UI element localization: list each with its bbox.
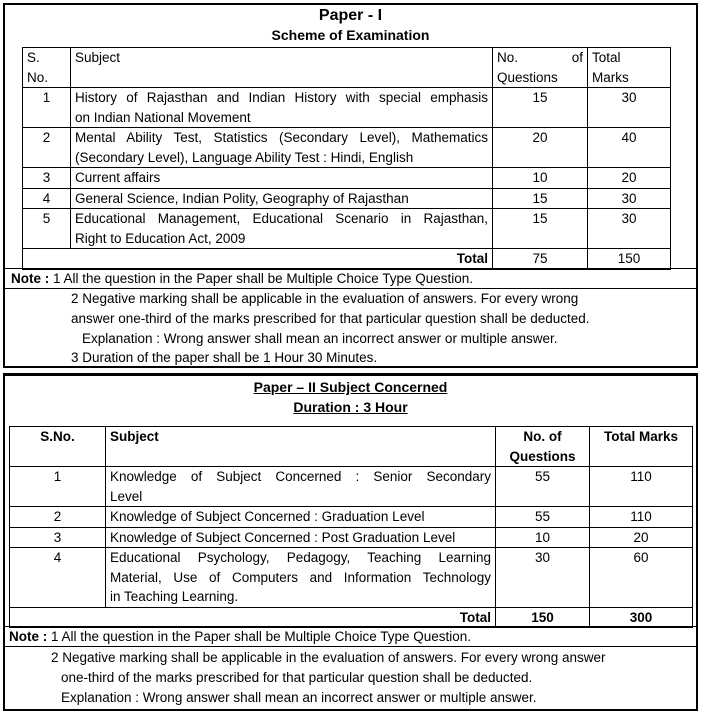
paper-2-explanation: Explanation : Wrong answer shall mean an incorrect answer or multiple answer.	[61, 690, 537, 705]
table-row	[23, 188, 671, 209]
row-subject	[71, 168, 493, 189]
row-subject	[106, 548, 496, 608]
row-subject	[106, 507, 496, 528]
row-questions: 30	[496, 548, 590, 608]
paper-1-note-1: Note : 1 All the question in the Paper shall be Multiple Choice Type Question.	[5, 268, 696, 289]
table-row	[10, 527, 693, 548]
row-subject	[71, 128, 493, 168]
total-label: Total	[23, 249, 493, 270]
header-marks: Total Marks	[588, 48, 671, 88]
header-sno: S.No.	[10, 427, 106, 467]
row-sno: 1	[23, 88, 71, 128]
row-marks: 30	[588, 88, 671, 128]
table-row	[23, 168, 671, 189]
row-questions: 55	[496, 467, 590, 507]
row-marks: 30	[588, 188, 671, 209]
row-marks: 40	[588, 128, 671, 168]
table-row	[10, 507, 693, 528]
subject-line: Educational Psychology, Pedagogy, Teaching Learning	[110, 550, 491, 565]
total-row	[10, 607, 693, 628]
row-subject	[106, 467, 496, 507]
row-subject	[106, 527, 496, 548]
total-marks: 300	[590, 607, 693, 628]
row-marks: 20	[590, 527, 693, 548]
row-sno: 2	[10, 507, 106, 528]
table-row	[23, 88, 671, 128]
subject-line: (Secondary Level), Language Ability Test : Hindi, English	[75, 149, 414, 165]
subject-line: Knowledge of Subject Concerned : Senior Secondary	[110, 469, 491, 484]
header-sno: S. No.	[23, 48, 71, 88]
row-subject	[71, 188, 493, 209]
subject-line: Level	[110, 488, 143, 504]
subject-line: Knowledge of Subject Concerned : Graduation Level	[110, 509, 425, 524]
paper-1-title: Paper - I	[318, 7, 383, 24]
subject-line: Knowledge of Subject Concerned : Post Graduation Level	[110, 529, 456, 545]
row-marks: 30	[588, 209, 671, 249]
row-sno: 2	[23, 128, 71, 168]
subject-line: Mental Ability Test, Statistics (Secondary Level), Mathematics	[75, 130, 488, 145]
row-subject	[71, 209, 493, 249]
row-sno: 4	[23, 188, 71, 209]
paper-1-note-2a: 2 Negative marking shall be applicable in the evaluation of answers. For every wrong	[71, 291, 579, 306]
row-marks: 110	[590, 507, 693, 528]
table-row	[10, 548, 693, 608]
total-row	[23, 249, 671, 270]
row-marks: 60	[590, 548, 693, 608]
header-subject: Subject	[106, 427, 496, 467]
subject-line: on Indian National Movement	[75, 109, 251, 125]
row-sno: 3	[23, 168, 71, 189]
header-subject: Subject	[71, 48, 493, 88]
subject-line: Educational Management, Educational Scenario in Rajasthan,	[75, 211, 488, 226]
table-row	[23, 128, 671, 168]
subject-line: Right to Education Act, 2009	[75, 230, 246, 246]
row-questions: 55	[496, 507, 590, 528]
table-header-row	[23, 48, 671, 88]
paper-2-section	[3, 373, 698, 711]
paper-1-note-3: 3 Duration of the paper shall be 1 Hour 30 Minutes.	[71, 350, 378, 365]
row-marks: 20	[588, 168, 671, 189]
row-sno: 5	[23, 209, 71, 249]
paper-1-subtitle: Scheme of Examination	[271, 27, 430, 43]
row-questions: 20	[493, 128, 588, 168]
paper-2-note-2a: 2 Negative marking shall be applicable in the evaluation of answers. For every wrong answer	[51, 650, 606, 665]
subject-line: History of Rajasthan and Indian History with special emphasis	[75, 90, 488, 105]
total-marks: 150	[588, 249, 671, 270]
row-sno: 3	[10, 527, 106, 548]
row-subject	[71, 88, 493, 128]
row-questions: 15	[493, 88, 588, 128]
header-questions: No. of Questions	[493, 48, 588, 88]
row-sno: 4	[10, 548, 106, 608]
row-marks: 110	[590, 467, 693, 507]
paper-2-note-2b: one-third of the marks prescribed for that particular question shall be deducted.	[61, 670, 533, 685]
header-marks: Total Marks	[590, 427, 693, 467]
paper-2-table	[9, 426, 693, 628]
subject-line: in Teaching Learning.	[110, 589, 239, 604]
paper-1-note-2b: answer one-third of the marks prescribed for that particular question shall be deducted.	[71, 311, 590, 326]
subject-line: Current affairs	[75, 170, 161, 185]
total-questions: 150	[496, 607, 590, 628]
total-label: Total	[10, 607, 496, 628]
row-sno: 1	[10, 467, 106, 507]
row-questions: 10	[493, 168, 588, 189]
paper-1-section	[3, 3, 698, 368]
row-questions: 10	[496, 527, 590, 548]
row-questions: 15	[493, 188, 588, 209]
paper-2-duration: Duration : 3 Hour	[293, 399, 408, 415]
header-questions: No. of Questions	[496, 427, 590, 467]
table-row	[23, 209, 671, 249]
row-questions: 15	[493, 209, 588, 249]
paper-1-table	[22, 47, 671, 270]
paper-2-note-1: Note : 1 All the question in the Paper shall be Multiple Choice Type Question.	[5, 626, 696, 647]
total-questions: 75	[493, 249, 588, 270]
subject-line: Material, Use of Computers and Information Technology	[110, 569, 491, 585]
table-header-row	[10, 427, 693, 467]
paper-2-title: Paper – II Subject Concerned	[253, 379, 448, 395]
paper-1-explanation: Explanation : Wrong answer shall mean an incorrect answer or multiple answer.	[82, 331, 558, 346]
subject-line: General Science, Indian Polity, Geography of Rajasthan	[75, 190, 409, 206]
table-row	[10, 467, 693, 507]
